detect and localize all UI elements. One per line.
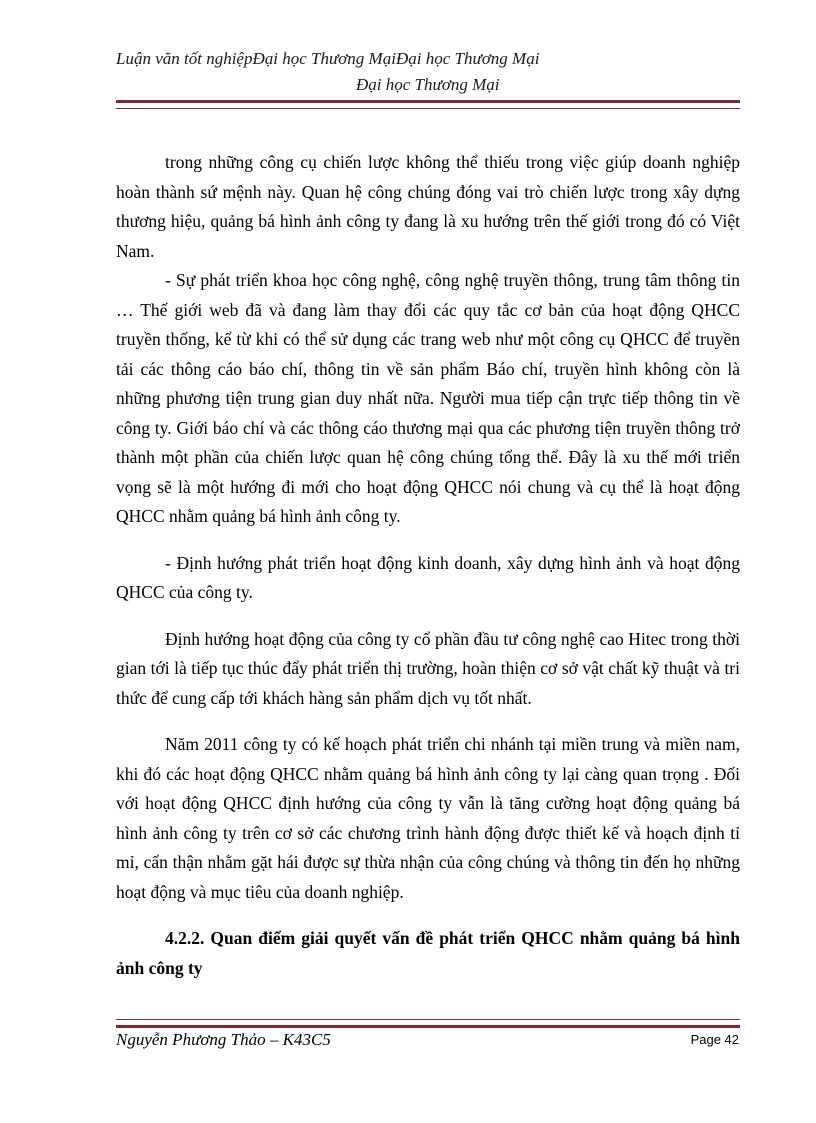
footer-divider [116, 1019, 740, 1028]
page-number: Page 42 [690, 1032, 739, 1047]
footer-author: Nguyễn Phương Thảo – K43C5 [116, 1030, 331, 1049]
body-paragraph: trong những công cụ chiến lược không thể thiếu trong việc giúp doanh nghiệp hoàn thành sứ mệnh này. Quan hệ công chúng đóng vai trò chiến lược trong xây dựng thương hiệu, quảng bá hình ảnh công ty đang là xu hướng trên thế giới trong đó có Việt Nam. [116, 152, 740, 261]
section-heading: 4.2.2. Quan điểm giải quyết vấn đề phát triển QHCC nhằm quảng bá hình ảnh công ty [116, 928, 740, 978]
body-paragraph: - Sự phát triển khoa học công nghệ, công nghệ truyền thông, trung tâm thông tin … Thế giới web đã và đang làm thay đổi các quy tắc cơ bản của hoạt động QHCC truyền thống, kể từ khi có thể sử dụng các trang web như một công cụ QHCC để truyền tải các thông cáo báo chí, thông tin về sản phẩm Báo chí, truyền hình không còn là những phương tiện trung gian duy nhất nữa. Người mua tiếp cận trực tiếp thông tin về công ty. Giới báo chí và các thông cáo thương mại qua các phương tiện truyền thông trở thành một phần của chiến lược quan hệ công chúng tổng thể. Đây là xu thế mới triển vọng sẽ là một hướng đi mới cho hoạt động QHCC nói chung và cụ thể là hoạt động QHCC nhằm quảng bá hình ảnh công ty. [116, 270, 740, 526]
body-paragraph: Định hướng hoạt động của công ty cổ phần đầu tư công nghệ cao Hitec trong thời gian tới là tiếp tục thúc đẩy phát triển thị trường, hoàn thiện cơ sở vật chất kỹ thuật và tri thức để cung cấp tới khách hàng sản phẩm dịch vụ tốt nhất. [116, 628, 740, 708]
header-divider [116, 100, 740, 109]
body-paragraph: - Định hướng phát triển hoạt động kinh doanh, xây dựng hình ảnh và hoạt động QHCC của công ty. [116, 552, 740, 602]
page-header [116, 46, 740, 98]
header-title-line1: Luận văn tốt nghiệpĐại học Thương MạiĐại học Thương Mại [116, 49, 540, 68]
document-body [116, 148, 740, 983]
header-title-line2: Đại học Thương Mại [356, 75, 500, 94]
body-paragraph: Năm 2011 công ty có kế hoạch phát triển chi nhánh tại miền trung và miền nam, khi đó các hoạt động QHCC nhằm quảng bá hình ảnh công ty lại càng quan trọng . Đối với hoạt động QHCC định hướng của công ty vẫn là tăng cường hoạt động quảng bá hình ảnh công ty trên cơ sở các chương trình hành động được thiết kế và hoạch định tỉ mỉ, cẩn thận nhằm gặt hái được sự thừa nhận của công chúng và thông tin đến họ những hoạt động và mục tiêu của doanh nghiệp. [116, 734, 740, 902]
